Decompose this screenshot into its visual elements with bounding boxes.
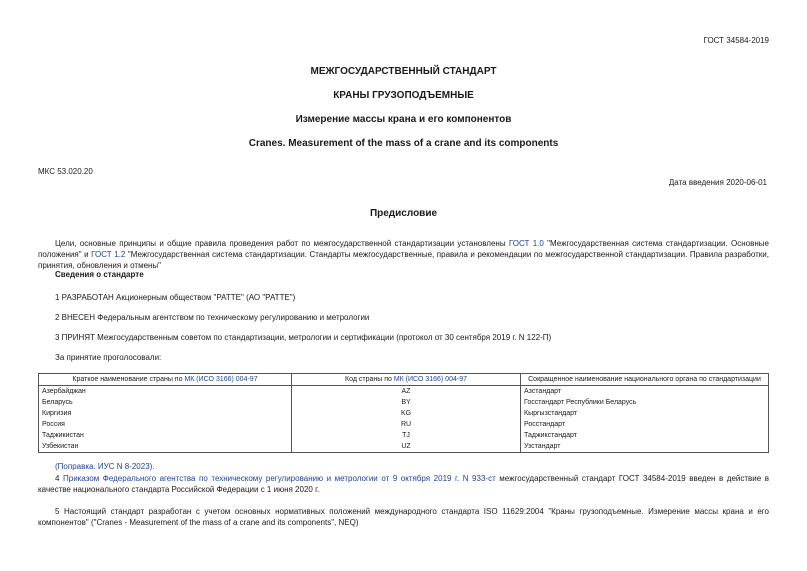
item4-number: 4 — [55, 474, 63, 483]
table-row — [39, 441, 769, 453]
country-code-cell: BY — [292, 397, 521, 408]
intro-text-2: "Межгосударственная система стандартизации. Основные положения" и — [38, 239, 769, 259]
item-developed: 1 РАЗРАБОТАН Акционерным обществом "РАТТЕ" (АО "РАТТЕ") — [55, 293, 296, 302]
country-name-cell: Таджикистан — [39, 430, 292, 441]
intro-text-1: Цели, основные принципы и общие правила проведения работ по межгосударственной стандартизации установлены — [55, 239, 509, 248]
country-name-cell: Россия — [39, 419, 292, 430]
table-row — [39, 397, 769, 408]
amendment-link[interactable]: (Поправка. ИУС N 8-2023). — [55, 462, 155, 471]
standards-body-cell: Росстандарт — [521, 419, 769, 430]
country-code-cell: TJ — [292, 430, 521, 441]
vote-label: За принятие проголосовали: — [55, 353, 162, 362]
table-row — [39, 386, 769, 398]
country-code-cell: UZ — [292, 441, 521, 453]
country-code-header — [292, 374, 521, 386]
country-code-cell: AZ — [292, 386, 521, 398]
order-link[interactable]: Приказом Федерального агентства по техническому регулированию и метрологии от 9 октября 2019 г. N 933-ст — [63, 474, 496, 483]
mks-code: МКС 53.020.20 — [38, 167, 93, 176]
item-enacted — [38, 473, 769, 495]
standards-body-cell: Кыргызстандарт — [521, 408, 769, 419]
country-standard-link[interactable]: МК (ИСО 3166) 004-97 — [184, 376, 258, 383]
preface-intro-paragraph — [38, 238, 769, 271]
title-block — [0, 66, 807, 150]
table-header-row — [39, 374, 769, 386]
country-code-cell: RU — [292, 419, 521, 430]
gost-1-0-link[interactable]: ГОСТ 1.0 — [508, 239, 544, 248]
country-name-cell: Узбекистан — [39, 441, 292, 453]
table-row — [39, 419, 769, 430]
gost-1-2-link[interactable]: ГОСТ 1.2 — [91, 250, 126, 259]
country-code-cell: KG — [292, 408, 521, 419]
intro-date: Дата введения 2020-06-01 — [668, 178, 767, 187]
item-adopted: 3 ПРИНЯТ Межгосударственным советом по стандартизации, метрологии и сертификации (протокол от 30 сентября 2019 г. N 122-П) — [55, 333, 552, 342]
standard-english-subtitle: Cranes. Measurement of the mass of a crane and its components — [248, 138, 559, 149]
standards-body-cell: Узстандарт — [521, 441, 769, 453]
preface-heading: Предисловие — [369, 208, 438, 219]
standard-subject-title: КРАНЫ ГРУЗОПОДЪЕМНЫЕ — [333, 90, 474, 101]
standards-body-cell: Азстандарт — [521, 386, 769, 398]
intro-text-3: "Межгосударственная система стандартизации. Стандарты межгосударственные, правила и рекомендации по межгосударственной стандартизации. Правила разработки, принятия, обновления и отмены" — [38, 250, 769, 270]
code-header-text: Код страны по — [345, 376, 394, 383]
standards-body-cell: Таджикстандарт — [521, 430, 769, 441]
item4-text: межгосударственный стандарт ГОСТ 34584-2019 введен в действие в качестве национального стандарта Российской Федерации с 1 июня 2020 г. — [38, 474, 769, 494]
document-code: ГОСТ 34584-2019 — [703, 36, 769, 45]
country-name-cell: Беларусь — [39, 397, 292, 408]
standards-body-cell: Госстандарт Республики Беларусь — [521, 397, 769, 408]
standards-body-header: Сокращенное наименование национального органа по стандартизации — [521, 374, 769, 386]
table-row — [39, 408, 769, 419]
standard-russian-subtitle: Измерение массы крана и его компонентов — [295, 114, 512, 125]
item-introduced: 2 ВНЕСЕН Федеральным агентством по техническому регулированию и метрологии — [55, 313, 370, 322]
table-row — [39, 430, 769, 441]
country-name-cell: Киргизия — [39, 408, 292, 419]
country-name-header — [39, 374, 292, 386]
voting-countries-table — [38, 373, 769, 453]
standard-info-heading: Сведения о стандарте — [55, 270, 144, 279]
country-header-text: Краткое наименование страны по — [72, 376, 185, 383]
standard-type-title: МЕЖГОСУДАРСТВЕННЫЙ СТАНДАРТ — [310, 66, 497, 77]
item-iso-basis: 5 Настоящий стандарт разработан с учетом основных нормативных положений международного стандарта ISO 11629:2004 "Краны грузоподъемные. Измерение массы крана и его компонентов" ("Cranes - Measurement of the mass of a crane and its components", NEQ) — [38, 507, 769, 527]
code-standard-link[interactable]: МК (ИСО 3166) 004-97 — [393, 376, 467, 383]
country-name-cell: Азербайджан — [39, 386, 292, 398]
